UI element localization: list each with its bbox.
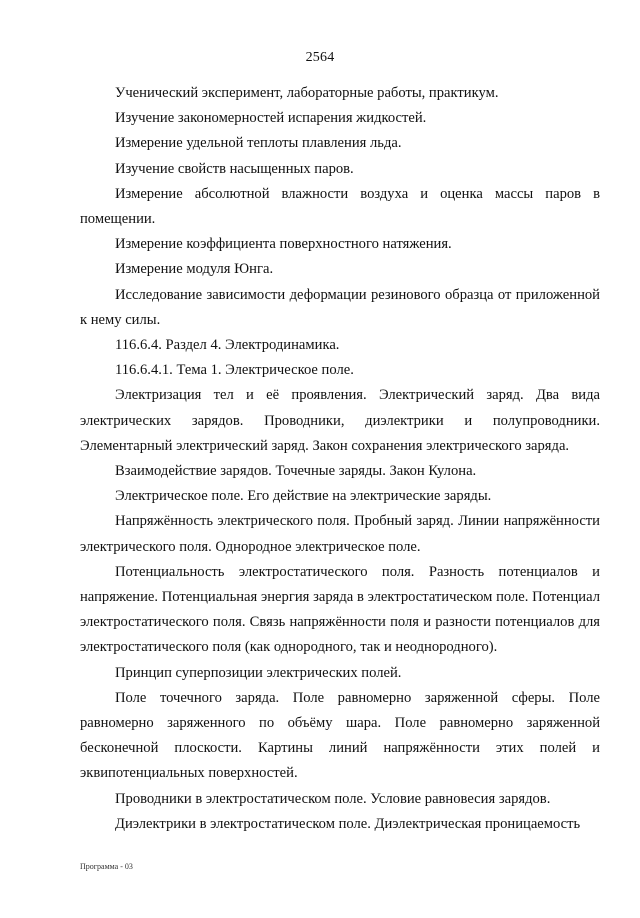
paragraph: Изучение свойств насыщенных паров. [115, 160, 354, 177]
paragraph: Взаимодействие зарядов. Точечные заряды. Закон Кулона. [115, 463, 477, 480]
paragraph: Проводники в электростатическом поле. Условие равновесия зарядов. [115, 790, 551, 807]
document-body [80, 81, 600, 837]
paragraph: Электризация тел и её проявления. Электрический заряд. Два вида электрических зарядов. Проводники, диэлектрики и полупроводники. Элементарный электрический заряд. Закон сохранения электрического заряда. [80, 387, 600, 454]
paragraph: Диэлектрики в электростатическом поле. Диэлектрическая проницаемость [115, 815, 581, 832]
paragraph: Измерение коэффициента поверхностного натяжения. [115, 236, 452, 253]
paragraph: Исследование зависимости деформации резинового образца от приложенной к нему силы. [80, 286, 600, 328]
topic-heading: 116.6.4.1. Тема 1. Электрическое поле. [115, 362, 354, 379]
paragraph: Напряжённость электрического поля. Пробный заряд. Линии напряжённости электрического поля. Однородное электрическое поле. [80, 513, 600, 555]
page-number: 2564 [305, 50, 335, 65]
paragraph: Ученический эксперимент, лабораторные работы, практикум. [115, 85, 499, 101]
paragraph: Изучение закономерностей испарения жидкостей. [115, 110, 427, 127]
paragraph: Поле точечного заряда. Поле равномерно заряженной сферы. Поле равномерно заряженного по объёму шара. Поле равномерно заряженной бесконечной плоскости. Картины линий напряжённости этих полей и эквипотенциальных поверхностей. [80, 689, 600, 782]
paragraph: Принцип суперпозиции электрических полей. [115, 664, 402, 681]
footer-note: Программа - 03 [80, 862, 133, 871]
paragraph: Электрическое поле. Его действие на электрические заряды. [115, 488, 492, 505]
section-heading: 116.6.4. Раздел 4. Электродинамика. [115, 337, 340, 354]
paragraph: Измерение модуля Юнга. [115, 261, 274, 278]
paragraph: Измерение удельной теплоты плавления льда. [115, 135, 402, 152]
paragraph: Потенциальность электростатического поля. Разность потенциалов и напряжение. Потенциальная энергия заряда в электростатическом поле. Потенциал электростатического поля. Связь напряжённости поля и разности потенциалов для электростатического поля (как однородного, так и неоднородного). [80, 563, 600, 656]
paragraph: Измерение абсолютной влажности воздуха и оценка массы паров в помещении. [80, 185, 600, 228]
